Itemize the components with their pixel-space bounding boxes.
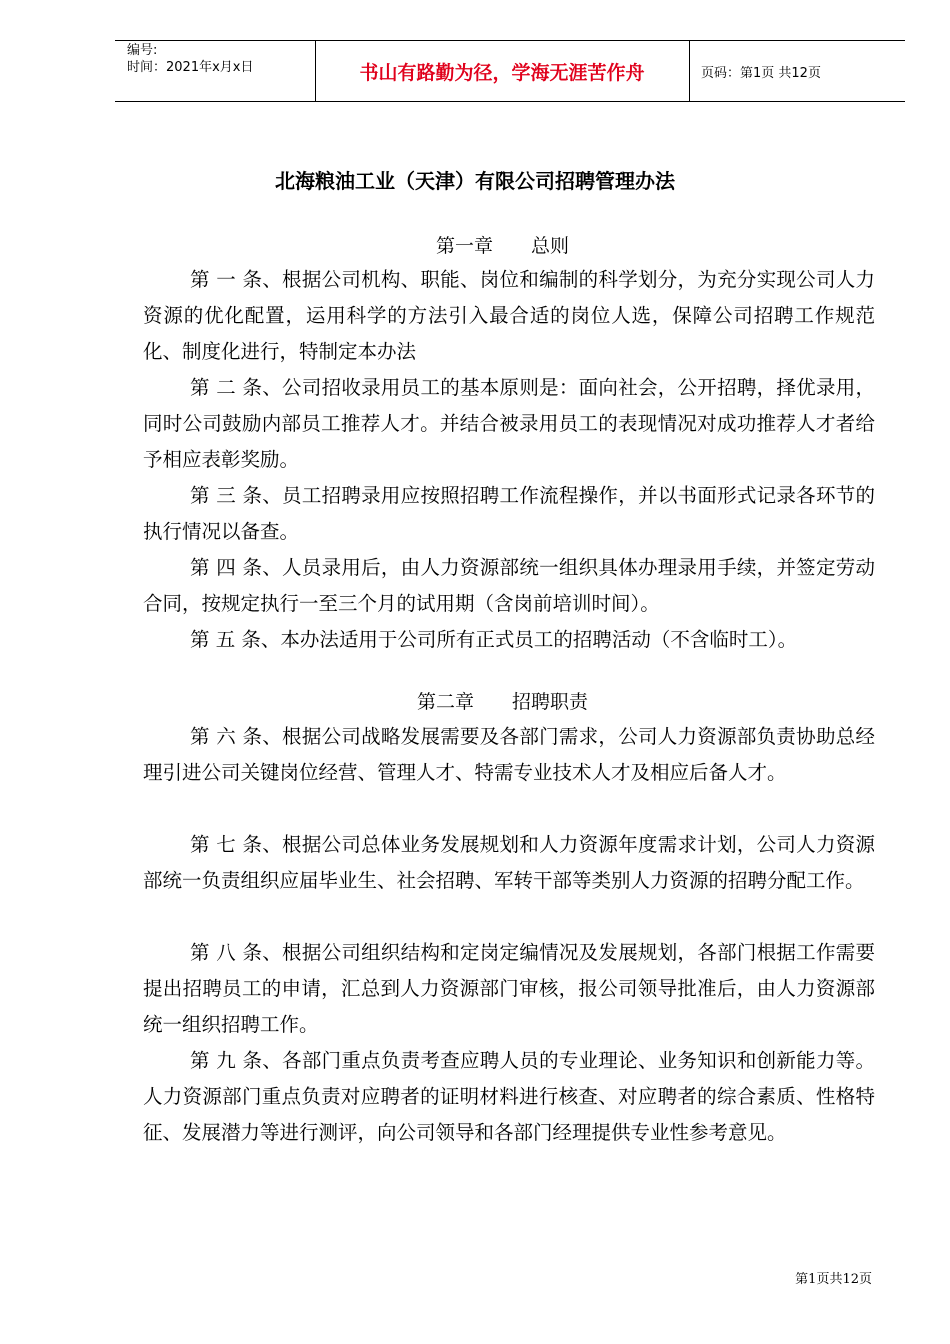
article-paragraph: 第 三 条、员工招聘录用应按照招聘工作流程操作，并以书面形式记录各环节的执行情况以备查。 [143,484,875,543]
header-motto-cell [315,41,690,101]
article-paragraph: 第 八 条、根据公司组织结构和定岗定编情况及发展规划，各部门根据工作需要提出招聘员工的申请，汇总到人力资源部门审核，报公司领导批准后，由人力资源部统一组织招聘工作。 [143,941,875,1036]
motto-text: 书山有路勤为径，学海无涯苦作舟 [359,61,645,84]
article-paragraph: 第 四 条、人员录用后，由人力资源部统一组织具体办理录用手续，并签定劳动合同，按规定执行一至三个月的试用期（含岗前培训时间）。 [143,556,875,615]
time-label: 时间：2021年x月x日 [127,60,254,75]
page-header [115,40,905,102]
page-footer: 第1页共12页 [795,1272,872,1287]
header-info-cell [115,41,316,101]
article-paragraph: 第 七 条、根据公司总体业务发展规划和人力资源年度需求计划，公司人力资源部统一负责组织应届毕业生、社会招聘、军转干部等类别人力资源的招聘分配工作。 [143,833,875,892]
article-paragraph: 第 二 条、公司招收录用员工的基本原则是：面向社会，公开招聘，择优录用，同时公司鼓励内部员工推荐人才。并结合被录用员工的表现情况对成功推荐人才者给予相应表彰奖励。 [143,376,875,471]
number-label: 编号: [127,43,158,58]
article-paragraph: 第 九 条、各部门重点负责考查应聘人员的专业理论、业务知识和创新能力等。人力资源部门重点负责对应聘者的证明材料进行核查、对应聘者的综合素质、性格特征、发展潜力等进行测评，向公司领导和各部门经理提供专业性参考意见。 [143,1049,875,1144]
page-info: 页码：第1页 共12页 [701,65,821,81]
chapter-heading: 第一章 总则 [435,235,569,257]
article-paragraph: 第 六 条、根据公司战略发展需要及各部门需求，公司人力资源部负责协助总经理引进公司关键岗位经营、管理人才、特需专业技术人才及相应后备人才。 [143,725,875,784]
header-page-cell [689,41,905,101]
article-paragraph: 第 五 条、本办法适用于公司所有正式员工的招聘活动（不含临时工）。 [190,628,798,651]
document-title: 北海粮油工业（天津）有限公司招聘管理办法 [275,169,675,193]
article-paragraph: 第 一 条、根据公司机构、职能、岗位和编制的科学划分，为充分实现公司人力资源的优化配置，运用科学的方法引入最合适的岗位人选，保障公司招聘工作规范化、制度化进行，特制定本办法 [143,268,875,363]
chapter-heading: 第二章 招聘职责 [416,691,588,713]
